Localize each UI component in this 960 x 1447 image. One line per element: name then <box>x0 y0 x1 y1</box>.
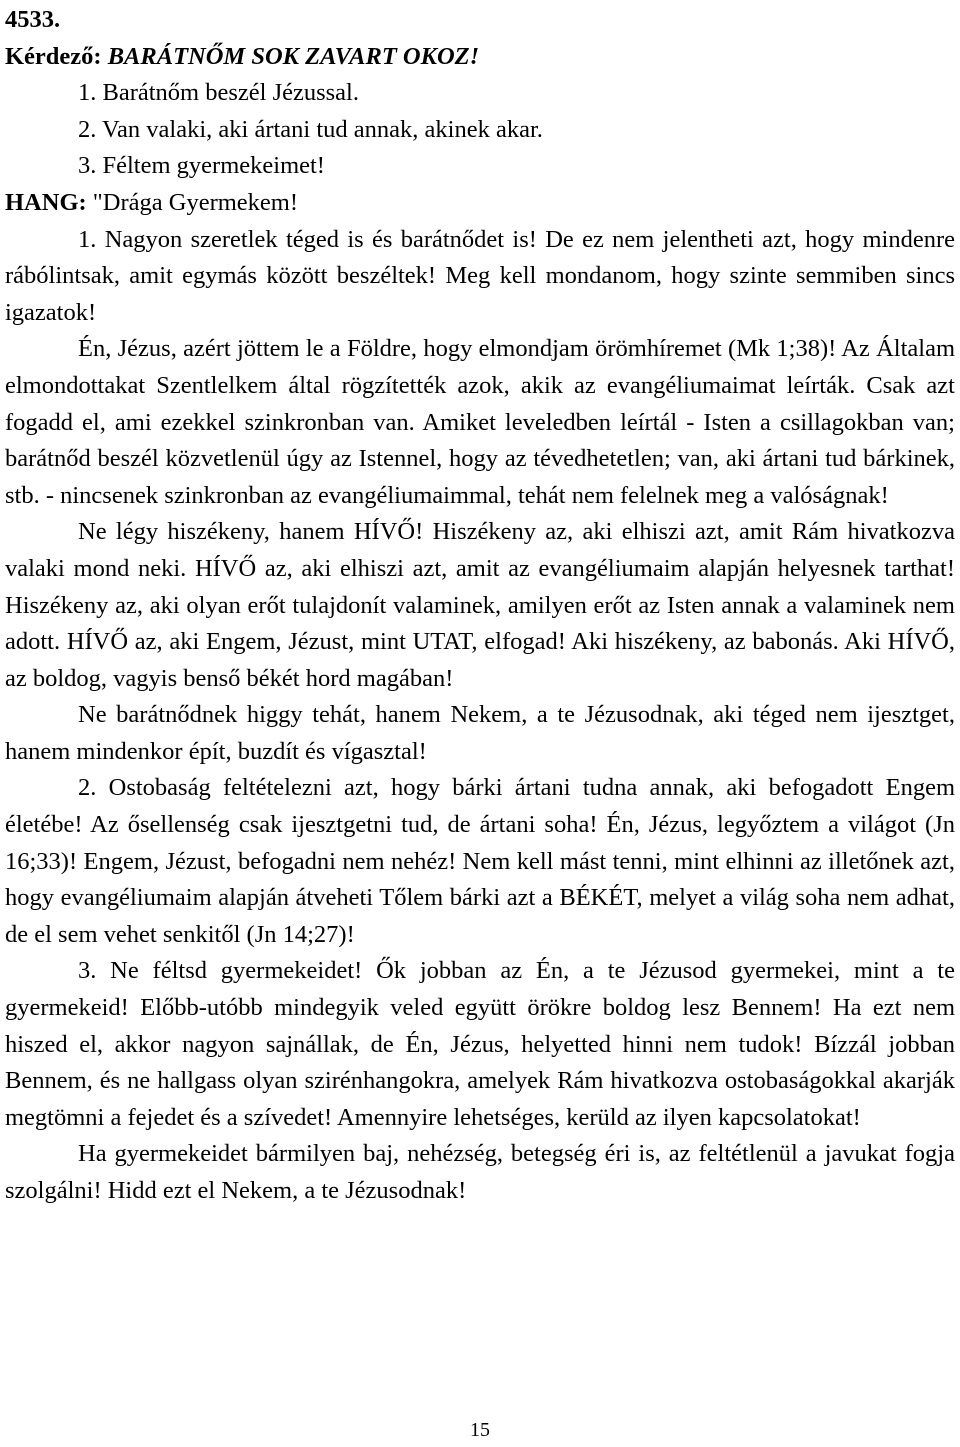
question-item: 3. Féltem gyermekeimet! <box>78 152 325 180</box>
questioner-title: BARÁTNŐM SOK ZAVART OKOZ! <box>107 42 480 70</box>
answer-paragraph: Ne barátnődnek higgy tehát, hanem Nekem, a te Jézusodnak, aki téged nem ijesztget, hanem mindenkor épít, buzdít és vígasztal! <box>5 701 955 765</box>
voice-heading <box>5 185 955 222</box>
page-number: 15 <box>470 1419 490 1441</box>
answer-paragraph: Ha gyermekeidet bármilyen baj, nehézség, betegség éri is, az feltétlenül a javukat fogja szolgálni! Hidd ezt el Nekem, a te Jézusodnak! <box>5 1140 955 1204</box>
answer-paragraph: Ne légy hiszékeny, hanem HÍVŐ! Hiszékeny az, aki elhiszi azt, amit Rám hivatkozva valaki mond neki. HÍVŐ az, aki elhiszi azt, amit az evangéliumaim alapján helyesnek tarthat! Hiszékeny az, aki olyan erőt tulajdonít valaminek, amilyen erőt az Isten annak a valaminek nem adott. HÍVŐ az, aki Engem, Jézust, mint UTAT, elfogad! Aki hiszékeny, az babonás. Aki HÍVŐ, az boldog, vagyis benső békét hord magában! <box>5 518 955 692</box>
questioner-heading <box>5 39 955 76</box>
document-body <box>5 2 955 1210</box>
answer-paragraph: Én, Jézus, azért jöttem le a Földre, hogy elmondjam örömhíremet (Mk 1;38)! Az Általam elmondottakat Szentlelkem által rögzítették azok, akik az evangéliumaimat leírták. Csak azt fogadd el, ami ezekkel szinkronban van. Amiket leveledben leírtál - Isten a csillagokban van; barátnőd beszél közvetlenül úgy az Istennel, hogy az tévedhetetlen; van, aki ártani tud bárkinek, stb. - nincsenek szinkronban az evangéliumaimmal, tehát nem felelnek meg a valóságnak! <box>5 335 955 509</box>
question-item: 1. Barátnőm beszél Jézussal. <box>78 79 359 107</box>
voice-greeting: "Drága Gyermekem! <box>86 188 299 216</box>
answer-paragraph: 3. Ne féltsd gyermekeidet! Ők jobban az Én, a te Jézusod gyermekei, mint a te gyermekeid! Előbb-utóbb mindegyik veled együtt örökre boldog lesz Bennem! Ha ezt nem hiszed el, akkor nagyon sajnállak, de Én, Jézus, helyetted hinni nem tudok! Bízzál jobban Bennem, és ne hallgass olyan szirénhangokra, amelyek Rám hivatkozva ostobaságokkal akarják megtömni a fejedet és a szívedet! Amennyire lehetséges, kerüld az ilyen kapcsolatokat! <box>5 957 955 1131</box>
question-item: 2. Van valaki, aki ártani tud annak, akinek akar. <box>78 115 543 143</box>
answer-paragraph: 1. Nagyon szeretlek téged is és barátnődet is! De ez nem jelentheti azt, hogy mindenre rábólintsak, amit egymás között beszéltek! Meg kell mondanom, hogy szinte semmiben sincs igazatok! <box>5 225 955 326</box>
voice-label: HANG: <box>5 188 87 216</box>
message-number: 4533. <box>5 6 61 33</box>
answer-paragraph: 2. Ostobaság feltételezni azt, hogy bárki ártani tudna annak, aki befogadott Engem életébe! Az ősellenség csak ijesztgetni tud, de ártani soha! Én, Jézus, legyőztem a világot (Jn 16;33)! Engem, Jézust, befogadni nem nehéz! Nem kell mást tenni, mint elhinni az illetőnek azt, hogy evangéliumaim alapján átveheti Tőlem bárki azt a BÉKÉT, melyet a világ soha nem adhat, de el sem vehet senkitől (Jn 14;27)! <box>5 774 955 948</box>
questioner-label: Kérdező: <box>5 42 102 70</box>
